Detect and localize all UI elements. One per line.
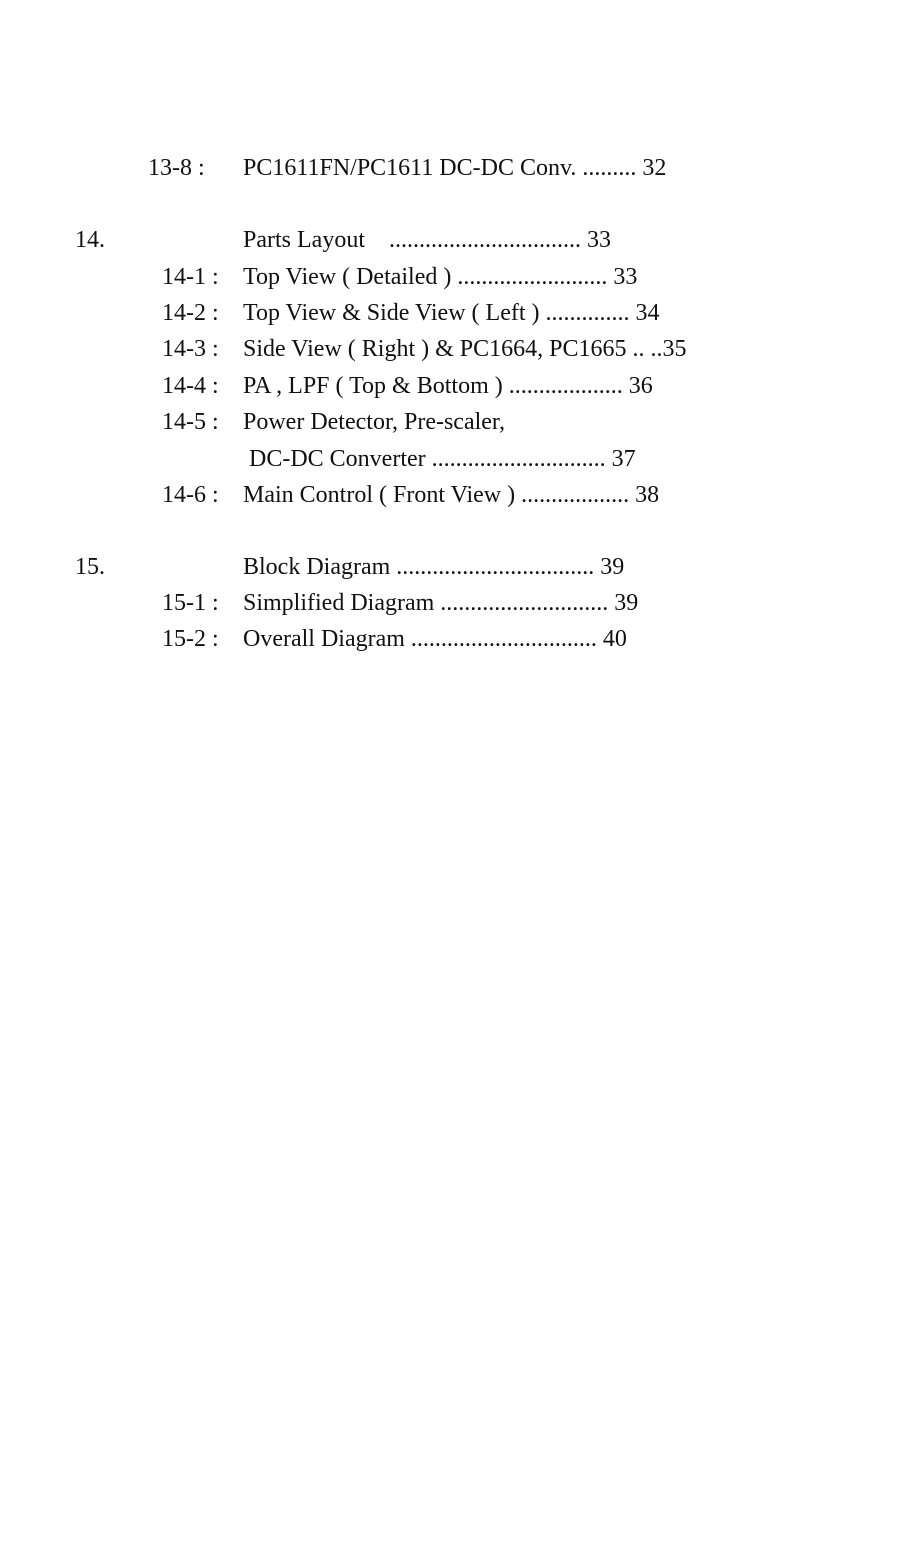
toc-entry-14-2: Top View & Side View ( Left ) .............. 34 xyxy=(243,300,660,326)
toc-code-14-3: 14-3 : xyxy=(162,336,219,362)
toc-entry-15-2: Overall Diagram ............................... 40 xyxy=(243,626,627,652)
toc-entry-14-1: Top View ( Detailed ) ......................... 33 xyxy=(243,264,638,290)
toc-entry-14-6: Main Control ( Front View ) .................. 38 xyxy=(243,482,660,508)
toc-section-15: 15. xyxy=(75,554,105,580)
toc-entry-15: Block Diagram ................................. 39 xyxy=(243,554,625,580)
toc-code-13-8: 13-8 : xyxy=(148,155,205,181)
toc-entry-14-5: Power Detector, Pre-scaler, xyxy=(243,409,505,435)
toc-entry-15-1: Simplified Diagram ............................ 39 xyxy=(243,590,639,616)
toc-entry-14-5-cont: DC-DC Converter ............................. 37 xyxy=(243,446,636,472)
toc-entry-14-3: Side View ( Right ) & PC1664, PC1665 .. ..35 xyxy=(243,336,687,362)
toc-code-14-6: 14-6 : xyxy=(162,482,219,508)
toc-code-14-4: 14-4 : xyxy=(162,373,219,399)
toc-section-14: 14. xyxy=(75,227,105,253)
toc-code-14-2: 14-2 : xyxy=(162,300,219,326)
toc-entry-14-4: PA , LPF ( Top & Bottom ) ................... 36 xyxy=(243,373,653,399)
toc-code-14-1: 14-1 : xyxy=(162,264,219,290)
toc-code-15-2: 15-2 : xyxy=(162,626,219,652)
toc-code-15-1: 15-1 : xyxy=(162,590,219,616)
toc-entry-14: Parts Layout ................................ 33 xyxy=(243,227,611,253)
toc-code-14-5: 14-5 : xyxy=(162,409,219,435)
toc-entry-13-8: PC1611FN/PC1611 DC-DC Conv. ......... 32 xyxy=(243,155,667,181)
